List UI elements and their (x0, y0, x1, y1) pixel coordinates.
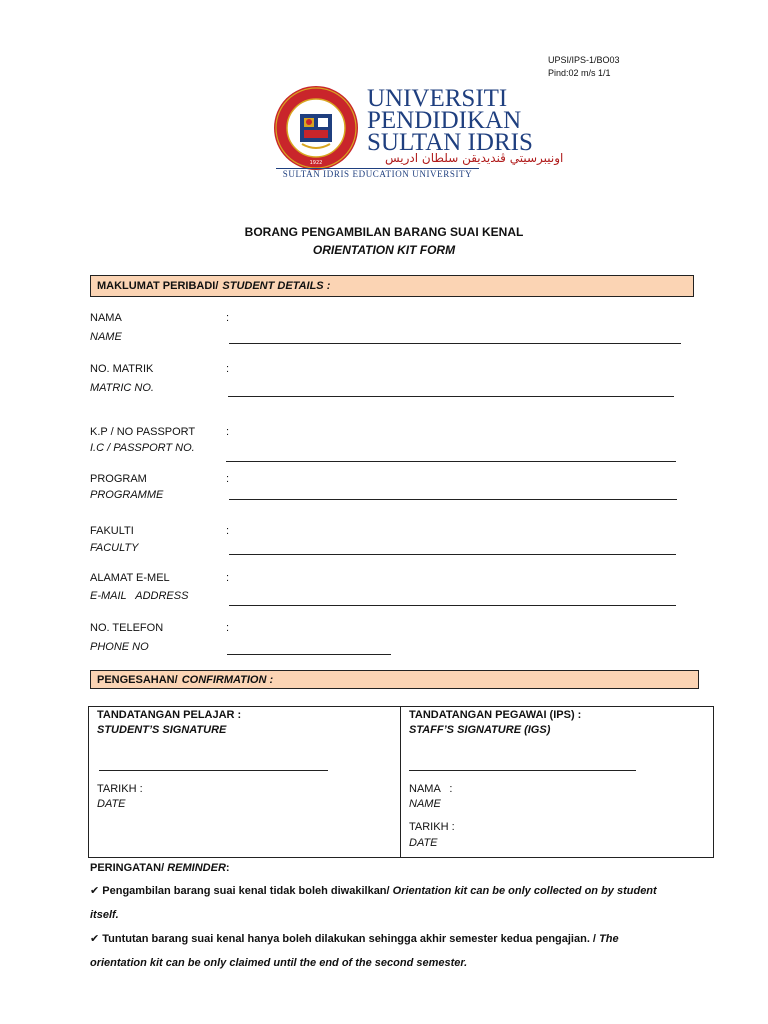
student-details-section-bar (90, 275, 694, 297)
check-icon: ✔ (90, 885, 100, 897)
university-seal-logo (272, 84, 360, 172)
field-colon: : (226, 572, 230, 584)
field-label-ic-passport: I.C / PASSPORT NO. (90, 442, 195, 454)
phone-input-line[interactable] (227, 654, 391, 655)
staff-signature-line[interactable] (409, 770, 636, 771)
staff-date-label-english: DATE (409, 837, 438, 849)
ic-passport-input-line[interactable] (226, 461, 676, 462)
reminder-title (90, 860, 230, 876)
check-icon: ✔ (90, 933, 100, 945)
reminder-item-1-english-cont: itself. (90, 909, 119, 921)
field-label-kp-passport: K.P / NO PASSPORT (90, 426, 196, 438)
form-title-malay: BORANG PENGAMBILAN BARANG SUAI KENAL (244, 225, 524, 239)
field-colon: : (226, 525, 230, 537)
document-code: UPSI/IPS-1/BO03 (548, 55, 620, 65)
field-label-name: NAME (90, 331, 122, 343)
logo-line-universiti: UNIVERSITI (367, 85, 508, 112)
field-label-matric-no: MATRIC NO. (90, 382, 154, 394)
field-label-programme: PROGRAMME (90, 489, 164, 501)
field-colon: : (226, 473, 230, 485)
field-colon: : (226, 312, 230, 324)
student-signature-label-malay: TANDATANGAN PELAJAR : (97, 709, 242, 721)
reminder-item-1-english: Orientation kit can be only collected on by student (392, 885, 657, 897)
field-label-fakulti: FAKULTI (90, 525, 134, 537)
field-label-faculty: FACULTY (90, 542, 139, 554)
name-input-line[interactable] (229, 343, 681, 344)
field-label-no-telefon: NO. TELEFON (90, 622, 164, 634)
field-label-phone-no: PHONE NO (90, 641, 149, 653)
reminder-item-2-english-cont: orientation kit can be only claimed until the end of the second semester. (90, 957, 468, 969)
svg-text:1922: 1922 (309, 160, 323, 166)
form-title-english: ORIENTATION KIT FORM (312, 243, 456, 257)
student-details-label-malay: MAKLUMAT PERIBADI/ (97, 280, 219, 292)
signature-table-divider (400, 706, 401, 858)
field-label-no-matrik: NO. MATRIK (90, 363, 154, 375)
field-colon: : (226, 622, 230, 634)
logo-english-name: SULTAN IDRIS EDUCATION UNIVERSITY (282, 169, 473, 179)
reminder-item-2-english: The (599, 933, 619, 945)
reminder-title-colon: : (225, 862, 230, 874)
reminder-item-1-malay: Pengambilan barang suai kenal tidak boleh diwakilkan/ (102, 885, 390, 897)
field-label-nama: NAMA (90, 312, 122, 324)
matric-input-line[interactable] (228, 396, 674, 397)
field-colon: : (226, 363, 230, 375)
programme-input-line[interactable] (229, 499, 677, 500)
staff-signature-label-malay: TANDATANGAN PEGAWAI (IPS) : (409, 709, 582, 721)
staff-name-label-english: NAME (409, 798, 441, 810)
student-date-label-english: DATE (97, 798, 126, 810)
field-colon: : (226, 426, 230, 438)
student-date-label-malay: TARIKH : (97, 783, 143, 795)
field-label-alamat-emel: ALAMAT E-MEL (90, 572, 170, 584)
reminder-item-2-malay: Tuntutan barang suai kenal hanya boleh dilakukan sehingga akhir semester kedua pengajian. / (102, 933, 596, 945)
logo-jawi-text: اونيبرسيتي ڤنديديقن سلطان ادريس (385, 151, 564, 165)
reminder-item-2 (90, 931, 690, 947)
email-input-line[interactable] (229, 605, 676, 606)
staff-date-label-malay: TARIKH : (409, 821, 455, 833)
student-signature-label-english: STUDENT’S SIGNATURE (97, 724, 227, 736)
field-label-program: PROGRAM (90, 473, 147, 485)
confirmation-section-bar (90, 670, 699, 689)
faculty-input-line[interactable] (229, 554, 676, 555)
field-label-email-address: E-MAIL ADDRESS (90, 590, 189, 602)
reminder-item-1 (90, 883, 690, 899)
confirmation-label-english: CONFIRMATION : (181, 673, 274, 686)
logo-line-pendidikan: PENDIDIKAN (367, 107, 522, 134)
logo-line-sultan-idris: SULTAN IDRIS (367, 129, 533, 156)
revision-code: Pind:02 m/s 1/1 (548, 68, 611, 78)
confirmation-label-malay: PENGESAHAN/ (97, 673, 178, 686)
student-details-label-english: STUDENT DETAILS : (222, 280, 331, 292)
reminder-title-malay: PERINGATAN/ (90, 862, 165, 874)
staff-name-label-malay: NAMA : (409, 783, 453, 795)
reminder-title-english: REMINDER (167, 862, 226, 874)
student-signature-line[interactable] (99, 770, 328, 771)
staff-signature-label-english: STAFF’S SIGNATURE (IGS) (409, 724, 551, 736)
